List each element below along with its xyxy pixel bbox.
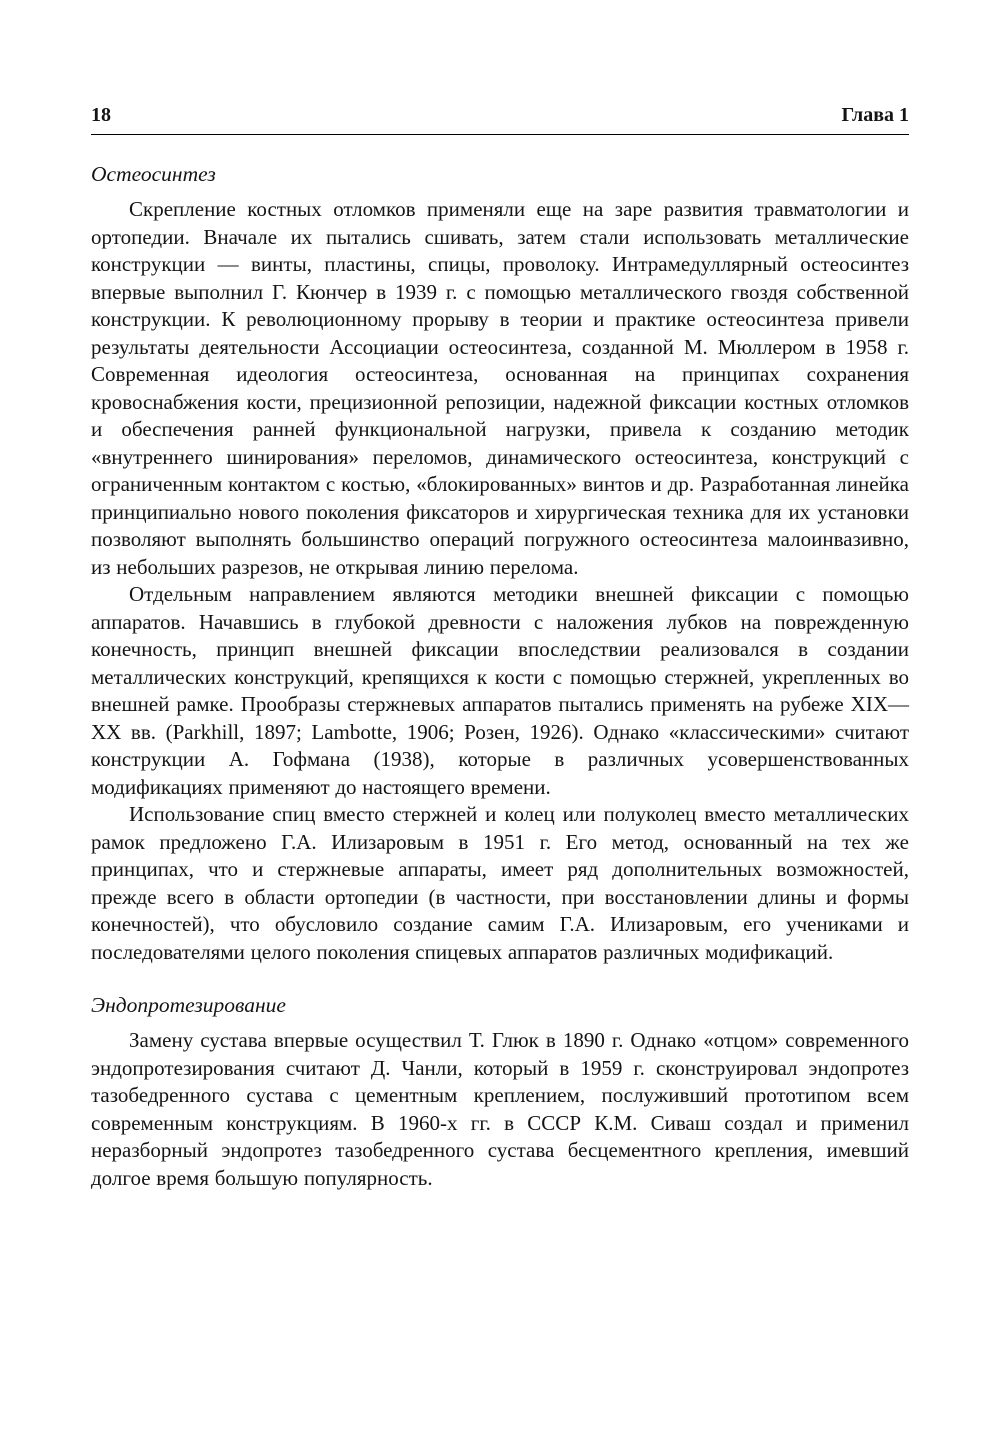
paragraph-endoprosthetics-1: Замену сустава впервые осуществил Т. Глюк в 1890 г. Однако «отцом» современного эндопротезирования считают Д. Чанли, который в 1959 г. сконструировал эндопротез тазобедренного сустава с цементным креплением, послуживший прототипом всем современным конструкциям. В 1960-х гг. в СССР К.М. Сиваш создал и применил неразборный эндопротез тазобедренного сустава бесцементного крепления, имевший долгое время большую популярность.: [91, 1028, 909, 1190]
page-content: [91, 0, 909, 1192]
section-heading-endoprosthetics: Эндопротезирование: [91, 993, 286, 1017]
paragraph-external-fixation: Отдельным направлением являются методики внешней фиксации с помощью аппаратов. Начавшись в глубокой древности с наложения лубков на поврежденную конечность, принцип внешней фиксации впоследствии реализовался в создании металлических конструкций, крепящихся к кости с помощью стержней, укрепленных во внешней рамке. Прообразы стержневых аппаратов пытались применять на рубеже XIX—XX вв. (Parkhill, 1897; Lambotte, 1906; Розен, 1926). Однако «классическими» считают конструкции А. Гофмана (1938), которые в различных усовершенствованных модификациях применяют до настоящего времени.: [91, 582, 909, 799]
page-number: 18: [91, 104, 111, 126]
chapter-label: Глава 1: [841, 104, 909, 126]
paragraph-ilizarov: Использование спиц вместо стержней и колец или полуколец вместо металлических рамок предложено Г.А. Илизаровым в 1951 г. Его метод, основанный на тех же принципах, что и стержневые аппараты, имеет ряд дополнительных возможностей, прежде всего в области ортопедии (в частности, при восстановлении длины и формы конечностей), что обусловило создание самим Г.А. Илизаровым, его учениками и последователями целого поколения спицевых аппаратов различных модификаций.: [91, 802, 909, 964]
running-head: [91, 104, 909, 134]
header-rule: [91, 134, 909, 135]
section-heading-osteosynthesis: Остеосинтез: [91, 162, 216, 186]
paragraph-osteosynthesis-1: Скрепление костных отломков применяли еще на заре развития травматологии и ортопедии. Вначале их пытались сшивать, затем стали использовать металлические конструкции — винты, пластины, спицы, проволоку. Интрамедуллярный остеосинтез впервые выполнил Г. Кюнчер в 1939 г. с помощью металлического гвоздя собственной конструкции. К революционному прорыву в теории и практике остеосинтеза привели результаты деятельности Ассоциации остеосинтеза, созданной М. Мюллером в 1958 г. Современная идеология остеосинтеза, основанная на принципах сохранения кровоснабжения кости, прецизионной репозиции, надежной фиксации костных отломков и обеспечения ранней функциональной нагрузки, привела к созданию методик «внутреннего шинирования» переломов, динамического остеосинтеза, конструкций с ограниченным контактом с костью, «блокированных» винтов и др. Разработанная линейка принципиально нового поколения фиксаторов и хирургическая техника для их установки позволяют выполнять большинство операций погружного остеосинтеза малоинвазивно, из небольших разрезов, не открывая линию перелома.: [91, 197, 909, 579]
